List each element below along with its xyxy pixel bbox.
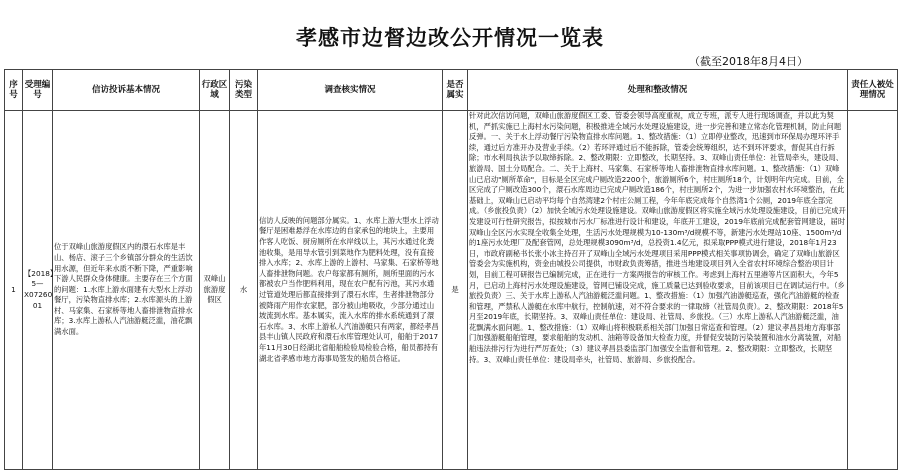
cell-handling [468,111,848,470]
table-row [5,111,898,470]
cell-region: 双峰山旅游度假区 [200,111,230,470]
header-is-true: 是否属实 [443,70,468,111]
handling-text: 针对此次信访问题，双峰山旅游度假区工委、管委会领导高度重视，成立专班，派专人进行现场调查，并以此为契机，严抓实施已上海村水污染问题，积极推进全域污水处理设施建设，进一步完善和建立常态化管理机制，防止问题反弹。一、关于水上浮动餐厅污染物直排水库问题。1、整改措施：（1）立即停业整改，迅速到市环保局办理环评手续，通过后方准开办及营业手续。（2）若环评通过后不能拆除，管委会统筹组织，达不到环评要求，督促其自行拆除；市水利局执法予以取缔拆除。2、整改期限：立即整改，长期坚持。3、双峰山责任单位：社管局牵头，建设局、旅游局、国土分局配合。二、关于上海村、马家集、石家桥等地人畜排泄物直排水库问题。1、整改措施：（1）双峰山已启动"厕所革命"，目标是全区完成户厕改造2200个，旅游厕所6个，村庄厕所18个，计划明年内完成。目前，全区完成了户厕改造300个，澴石水库周边已完成户厕改造186个，村庄厕所2个，为进一步加强农村水环境整治，在此基础上，双峰山已启动平均每个自然湾建2个村庄公厕工程，今年年底完成每个自然湾1个公厕，2019年底全部完成。（乡旅投负责）（2）加快全域污水处理设施建设。双峰山旅游度假区将实施全域污水处理设施建设，目前已完成开发建设可行性研究报告，拟按城市污水厂标准进行设计和建设，年底开工建设，2019年底前完成配套管网建设，届时双峰山全区污水实现全收集全处理，生活污水处理规模为10-130m³/d规模不等，新建污水处理站10座、1500m³/d的1座污水处理厂及配套管网，总处理规模3090m³/d，总投资1.4亿元，拟采取PPP模式进行建设，2018年1月23日，市政府副秘书长张小冰主持召开了双峰山全域污水处理项目采用PPP模式相关事项协调会，确定了双峰山旅游区管委会为实施机构，资金由城投公司提供，市财政负责筹措，推进当地建设项目列入全省农村环境综合整治项目计划，目前工程可研报告已编制完成，正在进行一方案两报告的审核工作。考虑到上海村五里港等片区面积大，今年5月，已启动上海村污水处理设施建设，管网已铺设完成，施工质量已达到验收要求，目前该项目已在调试运行中。（乡旅投负责）三、关于水库上游私人汽油游艇泛滥问题。1、整改措施：（1）加强汽油游艇巡查，强化汽油游艇的检查和管理，严禁私人游艇在水库中航行，控制航速，对不符合要求的一律取缔（社管局负责）。2、整改期限：2018年5月至2019年底，长期坚持。3、双峰山责任单位：建设局、社管局、乡旅投。（三）水库上游私人汽油游艇泛滥，油花飘满水面问题。1、整改措施：（1）双峰山将积极联系相关部门加强日常巡查和管理。（2）建议孝昌县地方海事部门加强游艇船舶管理，要求船舶的发动机、油箱等设备加大检查力度，并督促安装防污染装置和油水分离装置，对船舶违法排污行为进行严厉查处；（3）建议孝昌县委监部门加强安全监督和管理。2、整改期限：立即整改，长期坚持。3、双峰山责任单位：建设局牵头，社管局、旅游局、乡旅投配合。 [469,111,846,364]
main-table [4,69,898,470]
cell-is-true: 是 [443,111,468,470]
header-handling: 处理和整改情况 [468,70,848,111]
cell-case-id: 【2018】5—X07260 01 [23,111,53,470]
cell-pollution-type: 水 [230,111,258,470]
header-pollution-type: 污染类型 [230,70,258,111]
date-note: （截至2018年8月4日） [689,55,808,68]
cell-seq: 1 [5,111,23,470]
header-responsible: 责任人被处理情况 [848,70,898,111]
header-region: 行政区域 [200,70,230,111]
header-complaint: 信访投诉基本情况 [53,70,200,111]
cell-responsible [848,111,898,470]
cell-complaint: 位于双峰山旅游度假区内的澴石水库是丰山、杨店、滚子三个乡镇部分群众的生活饮用水源，但近年来水质不断下降，严重影响下游人民群众身体健康。主要存在三个方面的问题：1.水库上游水面建有大型水上浮动餐厅，污染物直排水库；2.水库源头的上游村、马家集、石家桥等地人畜排泄物直排水库；3.水库上游私人汽油游艇泛滥，油花飘满水面。 [53,111,200,470]
header-investigation: 调查核实情况 [258,70,443,111]
header-seq: 序号 [5,70,23,111]
page-title: 孝感市边督边改公开情况一览表 [296,26,604,50]
cell-investigation: 信访人反映的问题部分属实。1、水库上游大型水上浮动餐厅是困难悬浮在水库边的自家承包的地块上，主要用作客人吃饭、厨房厕所在水岸线以上，其污水通过化粪池收集，是用导水管引到菜地作为肥料处理，没有直接排入水库；2、水库上游的上游村、马家集、石家桥等地人畜排泄物问题。农户每家都有厕所，厕所里面的污水都被农户当作肥料利用，现在农户配有污池，其污水通过管道处理后都直接排到了澴石水库，生者排泄物部分被降雨产用作农家肥，部分被山地吸收，少部分通过山坡流到水库。基本属实，流入水库的排水系统通到了澴石水库。3、水库上游私人汽油游艇只有两家，都经孝昌县丰山镇人民政府和澴石水库管理处认可，船舶于2017年11月30日经湖北省船舶检验局检验合格，船员都持有湖北省孝感市地方海事局签发的船员合格证。 [258,111,443,470]
table-header-row [5,70,898,111]
header-case-id: 受理编号 [23,70,53,111]
